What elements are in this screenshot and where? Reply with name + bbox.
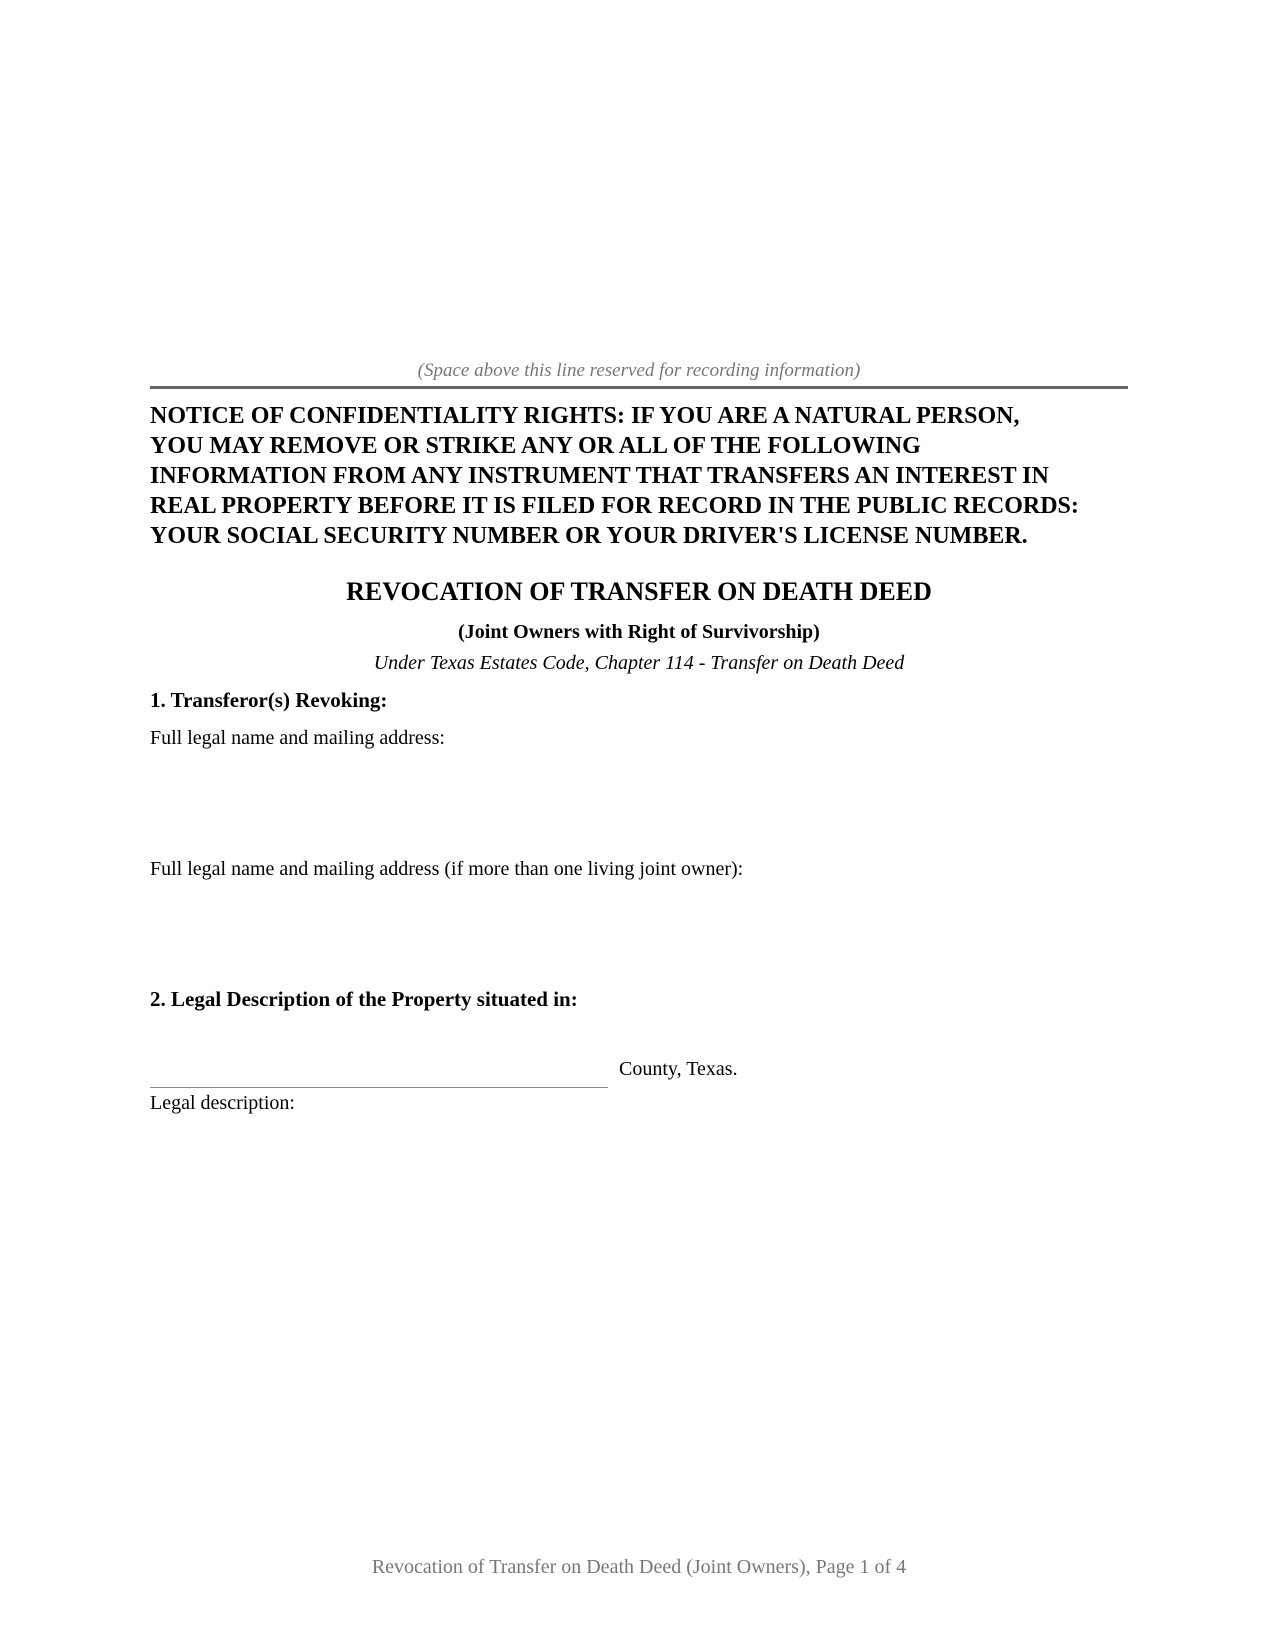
county-suffix: County, Texas. xyxy=(619,1058,738,1080)
page-footer: Revocation of Transfer on Death Deed (Joint Owners), Page 1 of 4 xyxy=(371,1556,907,1578)
statute-reference: Under Texas Estates Code, Chapter 114 - Transfer on Death Deed xyxy=(373,652,905,674)
notice-line: REAL PROPERTY BEFORE IT IS FILED FOR RECORD IN THE PUBLIC RECORDS: xyxy=(150,493,1079,519)
section-2-heading: 2. Legal Description of the Property situated in: xyxy=(150,987,578,1011)
recording-divider xyxy=(150,386,1128,389)
notice-line: INFORMATION FROM ANY INSTRUMENT THAT TRANSFERS AN INTEREST IN xyxy=(150,463,1049,489)
transferor-2-label: Full legal name and mailing address (if more than one living joint owner): xyxy=(150,858,744,880)
section-1-heading: 1. Transferor(s) Revoking: xyxy=(150,688,388,712)
recording-reserved-note: (Space above this line reserved for recording information) xyxy=(417,360,861,381)
notice-line: NOTICE OF CONFIDENTIALITY RIGHTS: IF YOU ARE A NATURAL PERSON, xyxy=(150,403,1020,429)
notice-line: YOU MAY REMOVE OR STRIKE ANY OR ALL OF THE FOLLOWING xyxy=(150,433,921,459)
transferor-1-label: Full legal name and mailing address: xyxy=(150,727,445,749)
county-blank-line xyxy=(150,1087,608,1088)
document-subtitle: (Joint Owners with Right of Survivorship) xyxy=(458,621,820,643)
confidentiality-notice xyxy=(150,401,1140,551)
document-title: REVOCATION OF TRANSFER ON DEATH DEED xyxy=(346,577,932,606)
legal-description-label: Legal description: xyxy=(150,1092,295,1114)
notice-line: YOUR SOCIAL SECURITY NUMBER OR YOUR DRIVER'S LICENSE NUMBER. xyxy=(150,523,1028,549)
